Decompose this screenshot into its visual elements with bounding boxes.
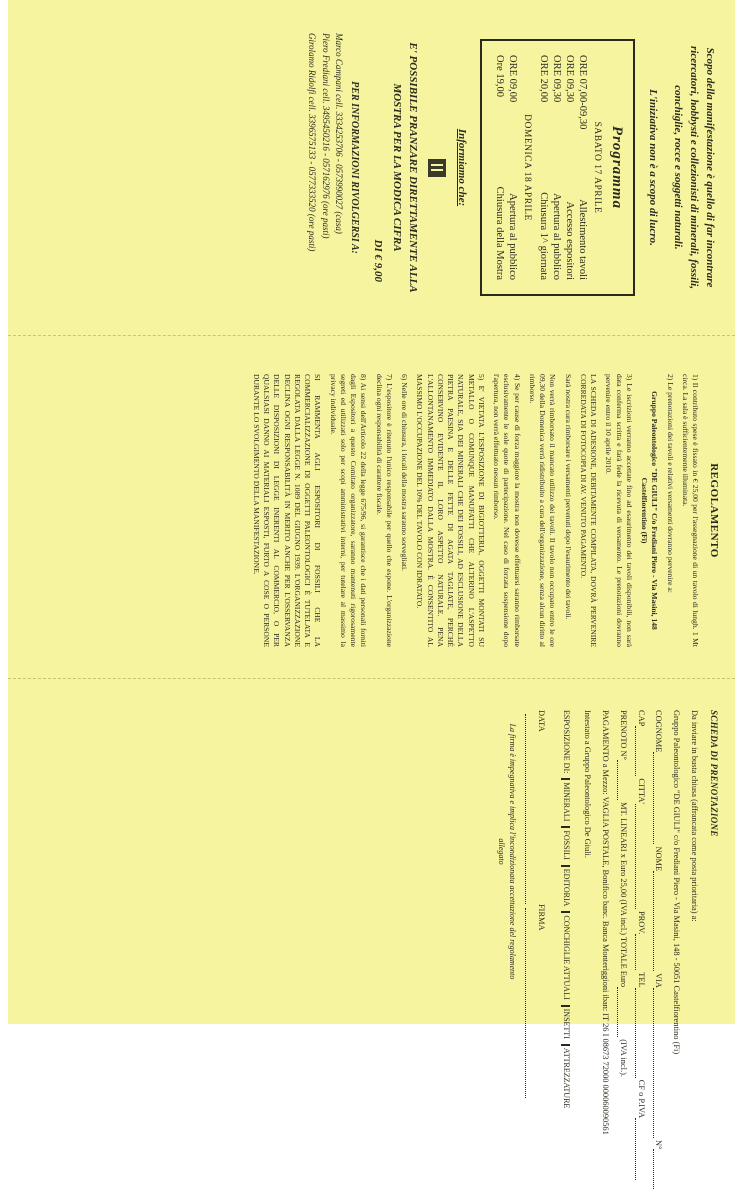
brochure-sheet	[8, 0, 735, 1150]
checkbox-fossili[interactable]	[561, 826, 570, 828]
signature-row: DATA FIRMA	[525, 710, 547, 993]
programme-title: Programma	[609, 125, 626, 210]
schedule-row: ORE 09,30 Accesso espositori	[564, 55, 576, 280]
schedule-row: Ore 19,00 Chiusura della Mostra	[494, 55, 506, 280]
fork-knife-icon	[428, 159, 446, 177]
info-title: Informiamo che:	[456, 128, 469, 207]
prov-field[interactable]	[635, 934, 644, 970]
totale-field[interactable]	[617, 987, 626, 1037]
lunch-price: DI € 9,00	[372, 239, 385, 282]
data-field[interactable]	[525, 714, 534, 904]
scope-text: Scopo della manifestazione è quello di far incontrare ricercatori, hobbysti e collezionisti di minerali, fossili, conchiglie, rocce e soggetti naturali.	[672, 46, 716, 289]
rule-paragraph: 8) Ai sensi dell'Articolo 22 della legge 675/96, si garantisce che i dati personali forniti dagli Espositori a questo Comitato organizzatore, saranno mantenuti rigorosamente segreti ed utilizzati solo per scopi amministrativi interni, per tutelare al massimo la privacy individuale.	[328, 374, 369, 647]
send-to-text: Da inviare in busta chiusa (affrancata come posta prioritaria) a:	[690, 710, 700, 922]
checkbox-insetti[interactable]	[561, 1005, 570, 1007]
contact-line: Girolamo Ridolfi cell. 3396575133 - 0577333520 (ore pasti)	[307, 33, 318, 252]
contact-line: Marco Campani cell. 3334253706 - 0573990027 (casa)	[334, 33, 345, 234]
booking-row: PRENOTO N° MT. LINEARI x Euro 25,00 (IVA incl.) TOTALE Euro (IVA incl.).	[618, 710, 628, 1077]
schedule-row: ORE 09,00 Apertura al pubblico	[507, 55, 519, 280]
rule-address: Gruppo Paleontologico "DE GIULI" C/o Frediani Piero - Via Masini, 148 Castelfiorentino (Fi)	[640, 391, 660, 630]
nome-field[interactable]	[653, 871, 662, 971]
fold-line	[8, 678, 735, 679]
day2-title: DOMENICA 18 APRILE	[522, 114, 533, 221]
signature-note: La firma è impegnativa e implica l'incondizionata accettazione del regolamento allegato	[497, 723, 517, 980]
prenoto-field[interactable]	[617, 760, 626, 800]
rule-paragraph: LA SCHEDA DI ADESIONE, DEBITAMENTE COMPILATA, DOVRÀ PERVENIRE CORREDATA DI FOTOCOPIA DI AV. VENUTO PAGAMENTO.	[578, 374, 599, 647]
intestato-text: Intestato a Gruppo Paleontologico De Giuli.	[582, 710, 592, 858]
rule-paragraph: Non verrà rimborsato il mancato utilizzo dei tavoli. Il tavolo non occupato entro le ore 09,30 della Domenica verrà ridistribuito a cura dell'organizzazione, senza alcun diritto al rimborso.	[527, 374, 558, 647]
payment-text: PAGAMENTO a Mezzo: VAGLIA POSTALE, Bonifico banc. Banca Monteriggioni iban: IT 26 I 08673 72000 000060090561	[600, 710, 610, 1135]
rule-paragraph: 4) Se per cause di forza maggiore la mostra non dovesse effettuarsi saranno rimborsate esclusivamente le sole quote di partecipazione. Nel caso di forzata sospensione dopo l'apertura, non verrà effettuato nessun rimborso.	[492, 374, 522, 647]
tel-field[interactable]	[635, 988, 644, 1078]
schedule-row: ORE 20,00 Chiusura 1^ giornata	[538, 55, 550, 280]
schedule-row: ORE 09,30 Apertura al pubblico	[551, 55, 563, 280]
regulations-panel	[15, 340, 735, 675]
cf-field[interactable]	[635, 1118, 644, 1180]
checkbox-attrezzature[interactable]	[561, 1044, 570, 1046]
name-row: COGNOME NOME VIA N°	[653, 710, 664, 993]
purpose-text: L'iniziativa non è a scopo di lucro.	[647, 89, 660, 246]
schedule-row: ORE 07,00-09,30 Allestimento tavoli	[577, 55, 589, 280]
regulations-title: REGOLAMENTO	[708, 463, 720, 558]
form-address: Gruppo Paleontologico "DE GIULI" c/o Frediani Piero - Via Masini, 148 - 50051 Castelfiorentino (Fi)	[672, 710, 682, 1055]
rule-paragraph: 2) Le prenotazioni dei tavoli e relativi versamenti dovranno pervenire a:	[665, 374, 675, 593]
lunch-text: E' POSSIBILE PRANZARE DIRETTAMENTE ALLA MOSTRA PER LA MODICA CIFRA	[391, 42, 420, 293]
rule-paragraph: 6) Nelle ore di chiusura, i locali della mostra saranno sorvegliati.	[400, 374, 410, 571]
checkbox-minerali[interactable]	[561, 778, 570, 780]
numero-field[interactable]	[653, 1149, 662, 1189]
booking-form-panel	[15, 680, 735, 1150]
day1-title: SABATO 17 APRILE	[592, 121, 603, 214]
programme-box	[480, 39, 635, 296]
exposition-label: ESPOSIZIONE DI:	[561, 710, 571, 774]
checkbox-editoria[interactable]	[561, 865, 570, 867]
rule-paragraph: 7) L'espositore è ritenuto l'unico responsabile per quello che espone. L'organizzazione declina ogni responsabilità di carattere fiscale.	[374, 374, 394, 647]
form-title: SCHEDA DI PRENOTAZIONE	[709, 710, 719, 837]
contact-line: Piero Frediani cell. 3495450216 - 057162976 (ore pasti)	[320, 33, 331, 239]
rule-paragraph: 3) Le iscrizioni verranno accettate fino ad esaurimento dei tavoli disponibili, non sarà data conferma scritta e farà fede la ricevuta di versamento. Le prenotazioni dovranno pervenire entro il 10 aprile 2010.	[604, 374, 634, 647]
fold-line	[8, 335, 735, 336]
checkbox-conchiglie[interactable]	[561, 911, 570, 913]
city-row: CAP CITTA' PROV. TEL CF o P.IVA	[635, 710, 646, 993]
rule-paragraph: 1) Il contributo spese è fissato in € 25,00 per l'assegnazione di un tavolo di lungh. 1 Mt circa. La sala è sufficientemente illuminata.	[680, 374, 701, 647]
citta-field[interactable]	[635, 804, 644, 909]
rule-paragraph: 5) E' VIETATA L'ESPOSIZIONE DI BIGIOTTERIA, OGGETTI MONTATI SU METALLO O COMUNQUE MANUFATTI CHE ALTERINO L'ASPETTO NATURALE, SIA DEI MINERALI CHE DEI FOSSILI, AD ESCLUSIONE DELLA PIETRA PAESINA E DELLE FETTE DI AGATA TAGLIATE, PERCHÉ CONSERVINO EVIDENTE IL LORO ASPETTO NATURALE. PENA L'ALLONTANAMENTO IMMEDIATO DALLA MOSTRA. È CONSENTITO AL MASSIMO L'OCCUPAZIONE DEL 10% DEL TAVOLO CON IDRATATO.	[415, 374, 486, 647]
firma-field[interactable]	[525, 908, 534, 1098]
via-field[interactable]	[653, 988, 662, 1138]
exposition-options: ESPOSIZIONE DI: MINERALI FOSSILI EDITORIA CONCHIGLIE ATTUALI INSETTI ATTREZZATURE	[561, 710, 571, 1109]
rule-paragraph: Sarà nostra cura rimborsare i versamenti pervenuti dopo l'esaurimento dei tavoli.	[563, 374, 573, 620]
programme-panel	[15, 5, 735, 330]
contacts-title: PER INFORMAZIONI RIVOLGERSI A:	[349, 81, 361, 254]
rule-paragraph: SI RAMMENTA AGLI ESPOSITORI DI FOSSILI CHE LA COMMERCIALIZZAZIONE DI OGGETTI PALEONTOLOGICI È TUTELATA E REGOLATA DALLA LEGGE N. 1089 DEL GIUGNO 1939. L'ORGANIZZAZIONE DECLINA OGNI RESPONSABILITÀ IN MERITO ANCHE PER L'OSSERVANZA DELLE DISPOSIZIONI DI LEGGE INERENTI AL COMMERCIO, O PER QUALSIASI DANNO AI MATERIALI ESPOSTI, FURTO A COSE O PERSONE DURANTE LO SVOLGIMENTO DELLA MANIFESTAZIONE.	[251, 374, 323, 647]
cognome-field[interactable]	[653, 752, 662, 844]
cap-field[interactable]	[635, 726, 644, 776]
